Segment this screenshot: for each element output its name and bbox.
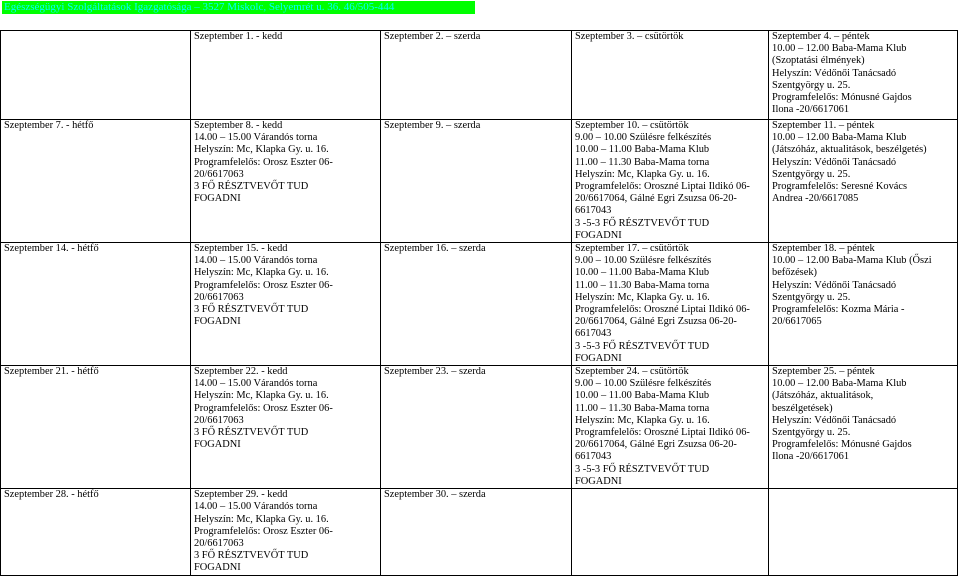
event-line: 10.00 – 12.00 Baba-Mama Klub [772, 378, 907, 390]
event-line: Helyszín: Védőnői Tanácsadó [772, 67, 897, 79]
event-line: FOGADNI [194, 316, 241, 328]
event-line: Helyszín: Mc, Klapka Gy. u. 16. [575, 291, 710, 303]
event-line: 6617043 [575, 328, 612, 340]
event-line: befőzések) [772, 267, 817, 279]
event-line: Helyszín: Mc, Klapka Gy. u. 16. [194, 390, 329, 402]
day-heading: Szeptember 17. – csütörtök [575, 243, 689, 255]
event-line: Programfelelős: Oroszné Liptai Ildikó 06- [575, 427, 750, 439]
event-line: 14.00 – 15.00 Várandós torna [194, 501, 318, 513]
event-line: Programfelelős: Mónusné Gajdos [772, 439, 912, 451]
page-header-banner: Egészségügyi Szolgáltatások Igazgatósága – 3527 Miskolc, Selyemrét u. 36. 46/505-444 [2, 1, 475, 14]
day-heading: Szeptember 4. – péntek [772, 31, 870, 42]
event-line: 20/6617064, Gálné Egri Zsuzsa 06-20- [575, 439, 737, 451]
event-line: Programfelelős: Orosz Eszter 06- [194, 279, 333, 291]
event-line: 6617043 [575, 451, 612, 463]
event-line: 20/6617063 [194, 168, 244, 180]
event-line: 14.00 – 15.00 Várandós torna [194, 255, 318, 267]
event-line: 11.00 – 11.30 Baba-Mama torna [575, 156, 710, 168]
event-line: 3 FŐ RÉSZTVEVŐT TUD [194, 304, 309, 316]
event-line: 3 -5-3 FŐ RÉSZTVEVŐT TUD [575, 463, 710, 475]
event-line: Szentgyörgy u. 25. [772, 168, 851, 180]
day-cell-monday [1, 31, 191, 120]
day-cell-wednesday [381, 120, 572, 243]
day-cell-friday [769, 243, 958, 366]
week-row [1, 489, 958, 575]
day-cell-friday [769, 489, 958, 575]
day-heading: Szeptember 3. – csütörtök [575, 31, 684, 42]
day-heading: Szeptember 30. – szerda [384, 489, 486, 501]
day-heading: Szeptember 22. - kedd [194, 366, 288, 378]
event-line: Helyszín: Mc, Klapka Gy. u. 16. [575, 414, 710, 426]
week-row [1, 120, 958, 243]
day-heading: Szeptember 21. - hétfő [4, 366, 99, 378]
event-line: 11.00 – 11.30 Baba-Mama torna [575, 402, 710, 414]
event-line: 10.00 – 12.00 Baba-Mama Klub (Őszi [772, 255, 932, 267]
day-heading: Szeptember 1. - kedd [194, 31, 283, 42]
day-cell-thursday [572, 120, 769, 243]
day-heading: Szeptember 25. – péntek [772, 366, 875, 378]
day-cell-friday [769, 366, 958, 489]
day-cell-monday [1, 489, 191, 575]
event-line: Szentgyörgy u. 25. [772, 79, 851, 91]
event-line: 3 -5-3 FŐ RÉSZTVEVŐT TUD [575, 340, 710, 352]
event-line: Programfelelős: Mónusné Gajdos [772, 92, 912, 104]
event-line: Helyszín: Védőnői Tanácsadó [772, 279, 897, 291]
event-line: Helyszín: Mc, Klapka Gy. u. 16. [194, 267, 329, 279]
event-line: 20/6617065 [772, 316, 822, 328]
event-line: 20/6617064, Gálné Egri Zsuzsa 06-20- [575, 316, 737, 328]
event-line: Helyszín: Védőnői Tanácsadó [772, 156, 897, 168]
day-heading: Szeptember 7. - hétfő [4, 120, 94, 131]
day-heading: Szeptember 24. – csütörtök [575, 366, 689, 378]
event-line: Programfelelős: Orosz Eszter 06- [194, 402, 333, 414]
event-line: Programfelelős: Oroszné Liptai Ildikó 06- [575, 181, 750, 193]
event-line: 9.00 – 10.00 Szülésre felkészítés [575, 378, 712, 390]
event-line: FOGADNI [194, 193, 241, 205]
event-line: Programfelelős: Orosz Eszter 06- [194, 156, 333, 168]
day-cell-friday [769, 120, 958, 243]
event-line: 10.00 – 12.00 Baba-Mama Klub [772, 132, 907, 144]
day-heading: Szeptember 29. - kedd [194, 489, 288, 501]
day-heading: Szeptember 9. – szerda [384, 120, 481, 131]
day-cell-wednesday [381, 366, 572, 489]
event-line: 3 -5-3 FŐ RÉSZTVEVŐT TUD [575, 217, 710, 229]
event-line: 11.00 – 11.30 Baba-Mama torna [575, 279, 710, 291]
event-line: (Játszóház, aktualitások, [772, 390, 874, 402]
event-line: Programfelelős: Orosz Eszter 06- [194, 525, 333, 537]
day-heading: Szeptember 23. – szerda [384, 366, 486, 378]
week-row [1, 243, 958, 366]
event-line: 20/6617063 [194, 291, 244, 303]
event-line: FOGADNI [575, 475, 622, 487]
event-line: FOGADNI [194, 439, 241, 451]
day-heading: Szeptember 11. – péntek [772, 120, 875, 131]
event-line: Andrea -20/6617085 [772, 193, 859, 205]
event-line: Szentgyörgy u. 25. [772, 427, 851, 439]
event-line: 10.00 – 11.00 Baba-Mama Klub [575, 390, 710, 402]
day-cell-thursday [572, 489, 769, 575]
event-line: Szentgyörgy u. 25. [772, 291, 851, 303]
event-line: 3 FŐ RÉSZTVEVŐT TUD [194, 181, 309, 193]
day-cell-wednesday [381, 243, 572, 366]
day-heading: Szeptember 28. - hétfő [4, 489, 99, 501]
day-cell-tuesday [191, 31, 381, 120]
day-heading: Szeptember 8. - kedd [194, 120, 283, 131]
day-cell-monday [1, 120, 191, 243]
event-line: Programfelelős: Kozma Mária - [772, 304, 905, 316]
event-line: (Szoptatási élmények) [772, 55, 865, 67]
event-line: 14.00 – 15.00 Várandós torna [194, 132, 318, 144]
day-heading: Szeptember 2. – szerda [384, 31, 481, 42]
event-line: Ilona -20/6617061 [772, 104, 850, 116]
day-heading: Szeptember 14. - hétfő [4, 243, 99, 255]
day-cell-tuesday [191, 366, 381, 489]
event-line: Programfelelős: Oroszné Liptai Ildikó 06- [575, 304, 750, 316]
day-cell-thursday [572, 31, 769, 120]
day-heading: Szeptember 16. – szerda [384, 243, 486, 255]
event-line: Helyszín: Mc, Klapka Gy. u. 16. [575, 168, 710, 180]
day-cell-tuesday [191, 120, 381, 243]
day-cell-thursday [572, 366, 769, 489]
event-line: 10.00 – 11.00 Baba-Mama Klub [575, 267, 710, 279]
event-line: Helyszín: Védőnői Tanácsadó [772, 414, 897, 426]
day-cell-friday [769, 31, 958, 120]
event-line: beszélgetések) [772, 402, 833, 414]
event-line: 10.00 – 11.00 Baba-Mama Klub [575, 144, 710, 156]
day-heading: Szeptember 15. - kedd [194, 243, 288, 255]
week-row [1, 31, 958, 120]
day-heading: Szeptember 18. – péntek [772, 243, 875, 255]
day-heading: Szeptember 10. – csütörtök [575, 120, 689, 131]
event-line: Helyszín: Mc, Klapka Gy. u. 16. [194, 513, 329, 525]
event-line: 9.00 – 10.00 Szülésre felkészítés [575, 132, 712, 144]
schedule-table [0, 30, 958, 576]
event-line: 20/6617063 [194, 414, 244, 426]
event-line: 3 FŐ RÉSZTVEVŐT TUD [194, 427, 309, 439]
day-cell-tuesday [191, 489, 381, 575]
event-line: (Játszóház, aktualitások, beszélgetés) [772, 144, 927, 156]
day-cell-tuesday [191, 243, 381, 366]
day-cell-monday [1, 243, 191, 366]
day-cell-thursday [572, 243, 769, 366]
event-line: 9.00 – 10.00 Szülésre felkészítés [575, 255, 712, 267]
day-cell-wednesday [381, 489, 572, 575]
event-line: 20/6617063 [194, 537, 244, 549]
event-line: Ilona -20/6617061 [772, 451, 850, 463]
event-line: 3 FŐ RÉSZTVEVŐT TUD [194, 550, 309, 562]
event-line: 14.00 – 15.00 Várandós torna [194, 378, 318, 390]
event-line: 10.00 – 12.00 Baba-Mama Klub [772, 43, 907, 55]
day-cell-wednesday [381, 31, 572, 120]
event-line: FOGADNI [194, 562, 241, 574]
day-cell-monday [1, 366, 191, 489]
event-line: FOGADNI [575, 352, 622, 364]
event-line: 6617043 [575, 205, 612, 217]
event-line: 20/6617064, Gálné Egri Zsuzsa 06-20- [575, 193, 737, 205]
week-row [1, 366, 958, 489]
event-line: Programfelelős: Seresné Kovács [772, 181, 908, 193]
event-line: FOGADNI [575, 229, 622, 241]
event-line: Helyszín: Mc, Klapka Gy. u. 16. [194, 144, 329, 156]
